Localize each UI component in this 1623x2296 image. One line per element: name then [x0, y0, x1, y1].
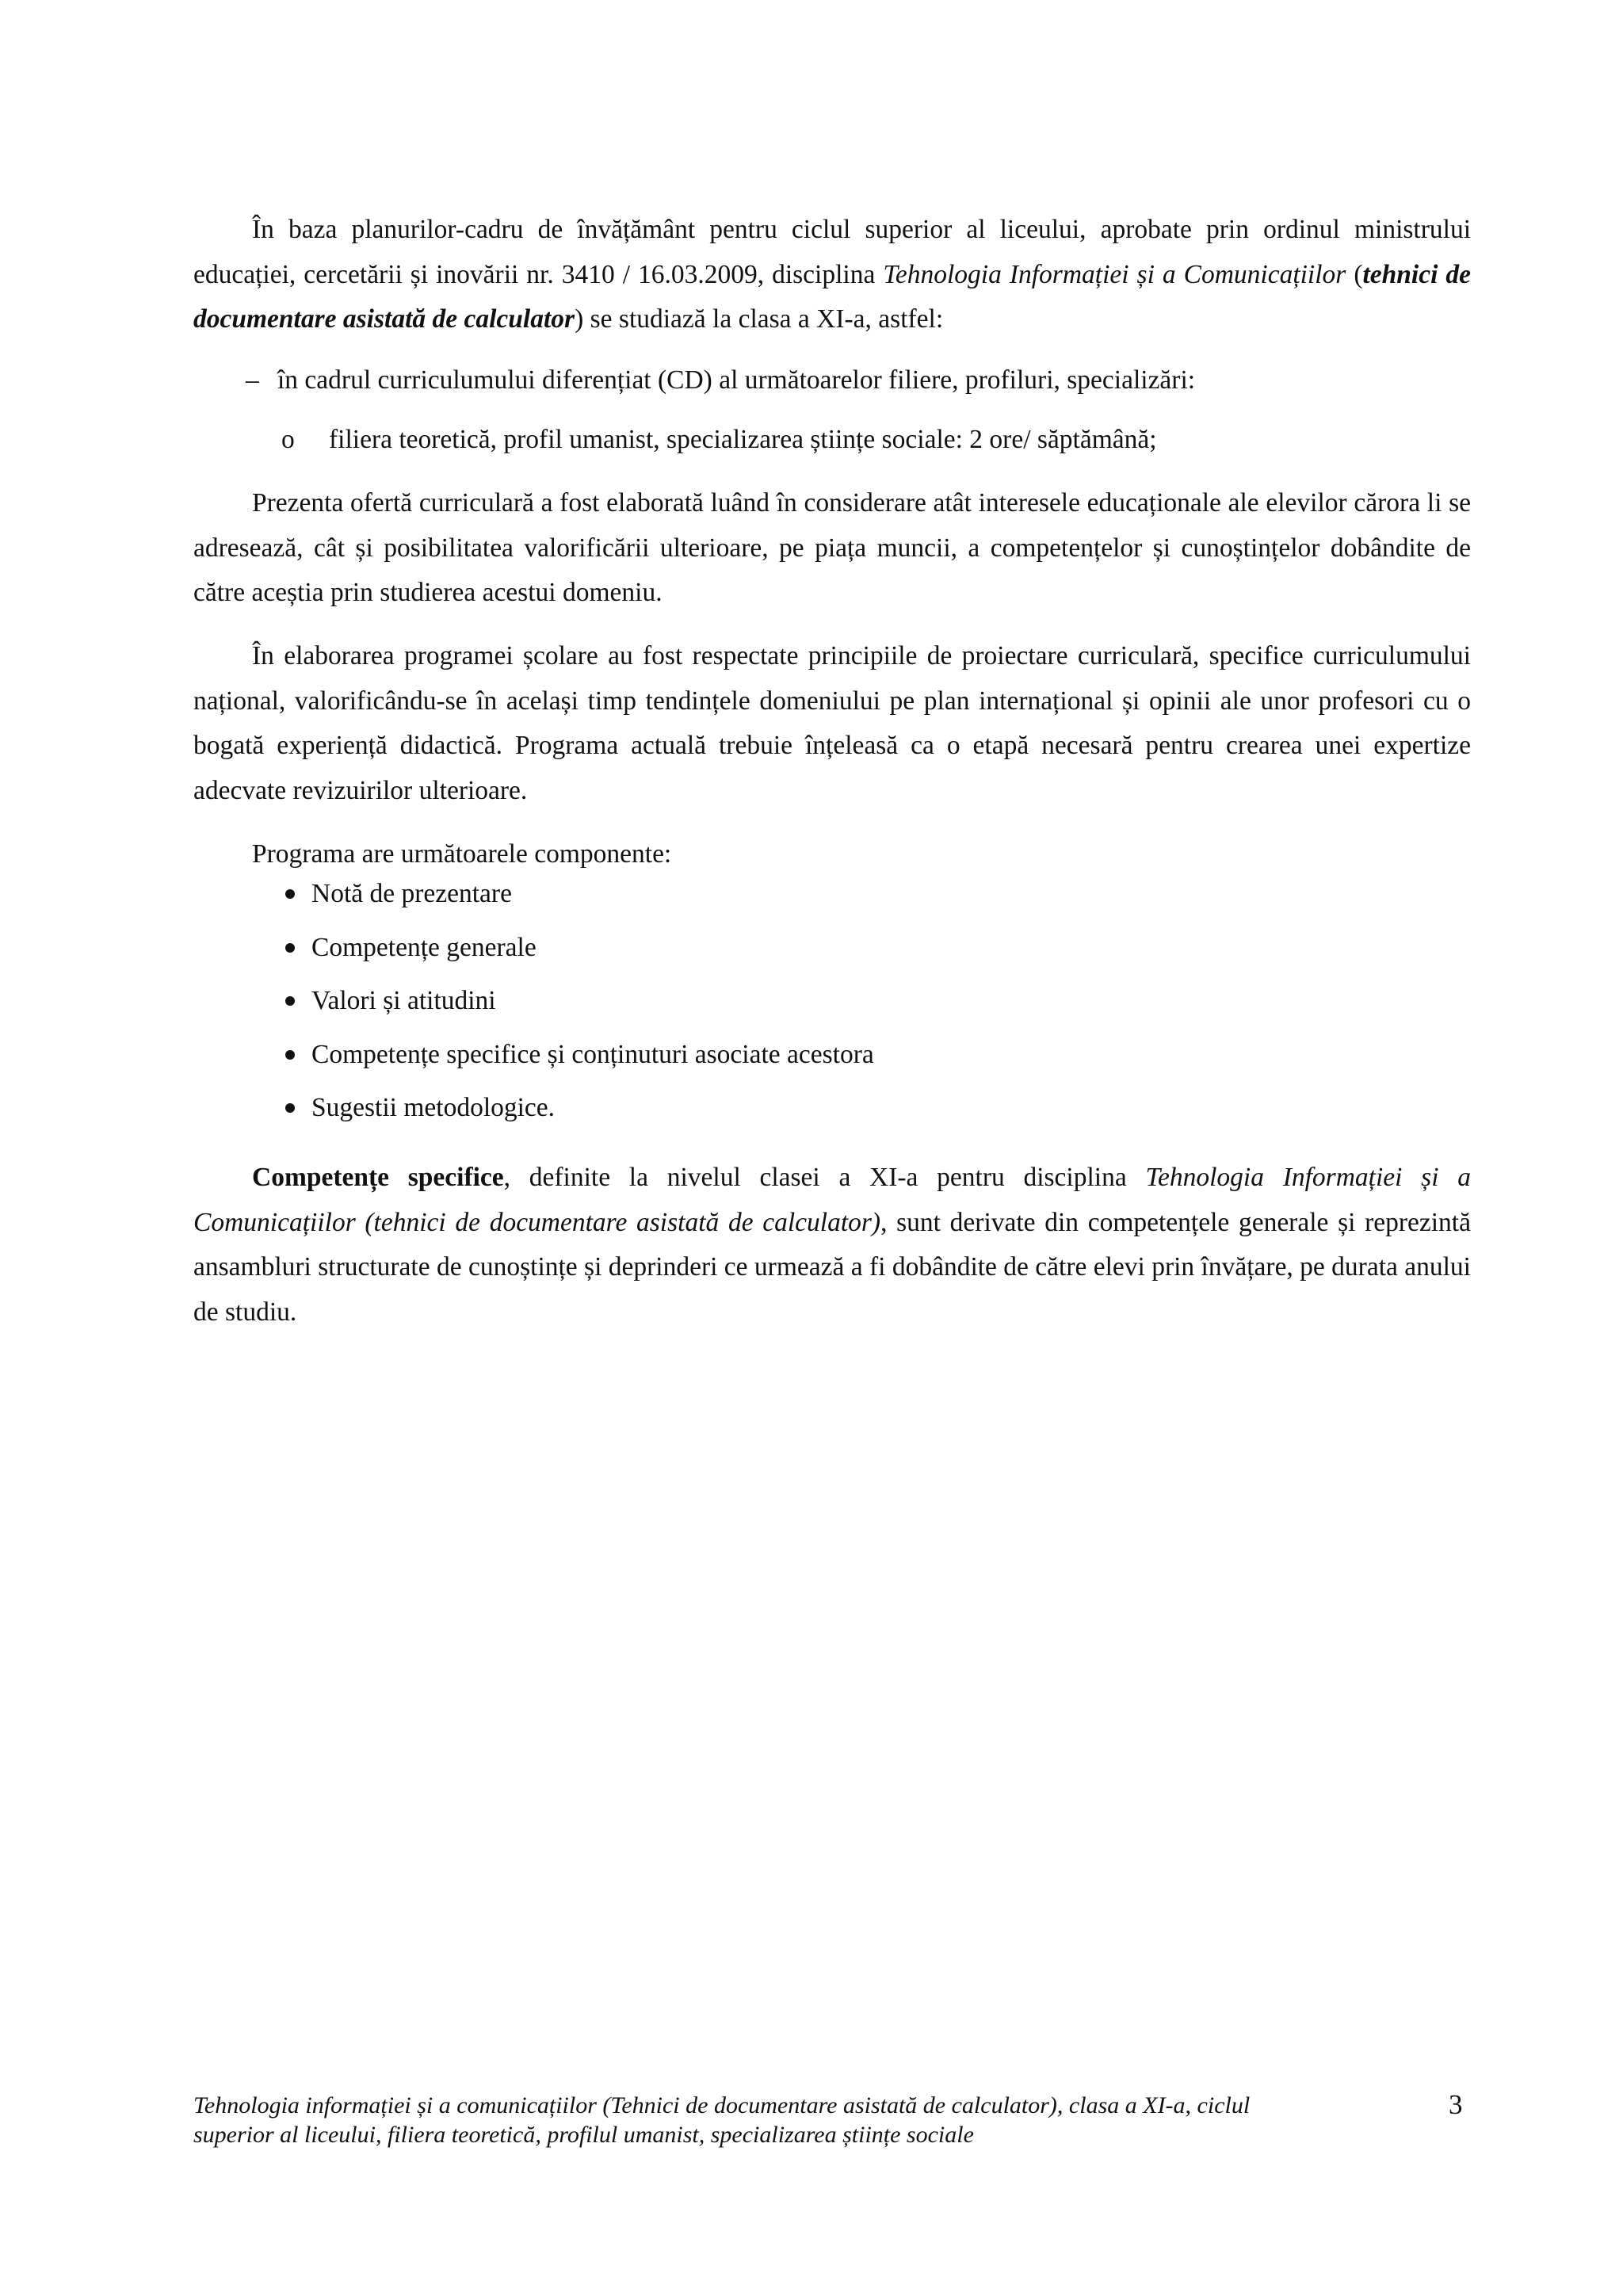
components-intro-text: Programa are următoarele componente:	[252, 839, 672, 869]
paragraph-offer	[193, 481, 1471, 616]
circle-marker: o	[281, 425, 295, 454]
components-list	[281, 872, 874, 1140]
paragraph-intro	[193, 208, 1471, 342]
subject-title-italic: Tehnologia Informației și a Comunicațiilor	[883, 259, 1346, 289]
paragraph-elaboration-text: În elaborarea programei școlare au fost respectate principiile de proiectare curriculară, specifice curriculumului național, valorificându-se în același timp tendințele domeniului pe plan internațional și opinii ale unor profesori cu o bogată experiență didactică. Programa actuală trebuie înțeleasă ca o etapă necesară pentru crearea unei expertize adecvate revizuirilor ulterioare.	[193, 641, 1471, 805]
bullet-icon	[285, 889, 295, 899]
list-item-curriculum	[246, 358, 1195, 403]
bullet-icon	[285, 1050, 295, 1060]
list-item: Valori și atitudini	[281, 979, 874, 1033]
bullet-icon	[285, 1103, 295, 1113]
subject-title-italic-2: Tehnologia Informației și a Comunicațiilor (tehnici de documentare asistată de calculator)	[193, 1163, 1471, 1237]
sub-list-item-filiera-text: filiera teoretică, profil umanist, specializarea științe sociale: 2 ore/ săptămână;	[329, 425, 1157, 454]
paragraph-offer-text: Prezenta ofertă curriculară a fost elaborată luând în considerare atât interesele educaționale ale elevilor cărora li se adresează, cât și posibilitatea valorificării ulterioare, pe piața muncii, a competențelor și cunoștințelor dobândite de către aceștia prin studierea acestui domeniu.	[193, 488, 1471, 607]
page-number: 3	[1449, 2089, 1463, 2120]
sub-list-item-filiera	[281, 418, 1157, 463]
bullet-icon	[285, 996, 295, 1006]
footer-line-1: Tehnologia informației și a comunicațiilor (Tehnici de documentare asistată de calculator), clasa a XI-a, ciclul	[193, 2092, 1251, 2118]
subject-subtitle-bold-italic: tehnici de documentare asistată de calculator	[193, 259, 1472, 334]
paragraph-intro-text-3: (	[1346, 259, 1363, 289]
page-footer	[193, 2091, 1430, 2149]
specific-competences-bold: Competențe specifice	[252, 1163, 504, 1192]
footer-line-2: superior al liceului, filiera teoretică, profilul umanist, specializarea științe sociale	[193, 2122, 974, 2148]
list-item: Notă de prezentare	[281, 872, 874, 926]
paragraph-intro-text-5: ) se studiază la clasa a XI-a, astfel:	[575, 304, 944, 334]
list-item-curriculum-text: în cadrul curriculumului diferențiat (CD) al următoarelor filiere, profiluri, specializări:	[277, 365, 1196, 395]
bullet-icon	[285, 943, 295, 953]
paragraph-intro-text-1: În baza planurilor-cadru de învățământ pentru ciclul superior al liceului, aprobate prin ordinul ministrului educației, cercetării și inovării nr. 3410 / 16.03.2009, disciplina	[193, 215, 1471, 289]
paragraph-specific-competences: Competențe specifice, definite la nivelul clasei a XI-a pentru disciplina Tehnologia Informației și a Comunicațiilor (tehnici de documentare asistată de calculator), sunt derivate din competențele generale și reprezintă ansambluri structurate de cunoștințe și deprinderi ce urmează a fi dobândite de către elevi prin învățare, pe durata anului de studiu.	[193, 1163, 1471, 1327]
paragraph-elaboration	[193, 634, 1471, 813]
list-item: Competențe specifice și conținuturi asociate acestora	[281, 1033, 874, 1087]
list-item: Competențe generale	[281, 926, 874, 980]
dash-marker: –	[246, 365, 259, 395]
list-item: Sugestii metodologice.	[281, 1086, 874, 1140]
components-intro	[193, 832, 1471, 877]
